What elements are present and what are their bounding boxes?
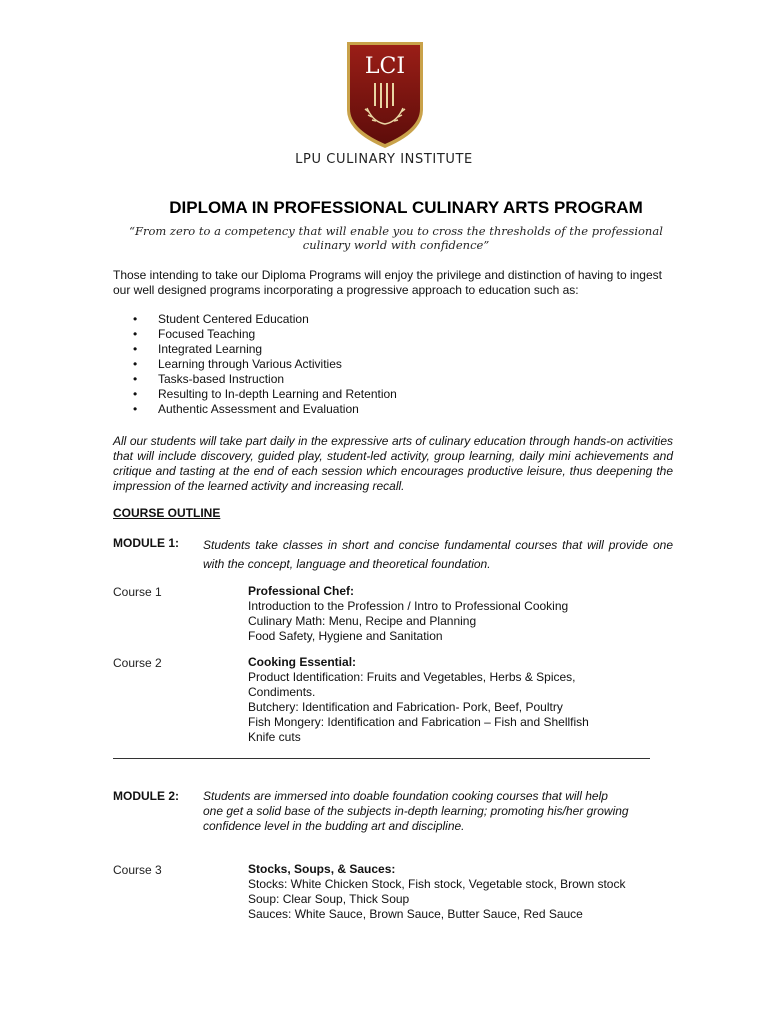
course-line: Stocks: White Chicken Stock, Fish stock, Vegetable stock, Brown stock <box>248 877 626 891</box>
course-1-block <box>248 584 668 644</box>
course-3-block <box>248 862 668 922</box>
list-item: • Integrated Learning <box>133 342 263 356</box>
shield-icon <box>345 40 425 150</box>
program-title: DIPLOMA IN PROFESSIONAL CULINARY ARTS PROGRAM <box>169 198 643 217</box>
course-line: Introduction to the Profession / Intro to Professional Cooking <box>248 599 569 613</box>
institute-name: LPU CULINARY INSTITUTE <box>295 152 473 167</box>
course-1-label: Course 1 <box>113 585 162 599</box>
module-2-label: MODULE 2: <box>113 789 179 803</box>
list-item: • Tasks-based Instruction <box>133 372 285 386</box>
course-line: Product Identification: Fruits and Vegetables, Herbs & Spices, Condiments. <box>248 670 576 699</box>
approach-list <box>113 312 397 417</box>
daily-activities-paragraph: All our students will take part daily in the expressive arts of culinary education through hands-on activities that will include discovery, guided play, student-led activity, group learning, daily mini achievements and critique and tasting at the end of each session which encourages productive leisure, thus deepening the impression of the learned activity and increasing recall. <box>113 434 673 493</box>
course-2-block <box>248 655 668 745</box>
bullet-icon: • <box>133 327 138 341</box>
bullet-icon: • <box>133 357 138 371</box>
course-line: Culinary Math: Menu, Recipe and Planning <box>248 614 477 628</box>
lci-shield-logo <box>345 40 425 150</box>
intro-paragraph: Those intending to take our Diploma Programs will enjoy the privilege and distinction of having to ingest our well designed programs incorporating a progressive approach to education such as: <box>113 268 662 297</box>
course-line: Sauces: White Sauce, Brown Sauce, Butter Sauce, Red Sauce <box>248 907 583 921</box>
list-item: • Focused Teaching <box>133 327 256 341</box>
logo-text: LCI <box>364 54 406 79</box>
course-1-title: Professional Chef: <box>248 584 355 598</box>
bullet-icon: • <box>133 312 138 326</box>
course-3-label: Course 3 <box>113 863 162 877</box>
course-outline-heading: COURSE OUTLINE <box>113 506 221 520</box>
section-divider <box>113 758 650 759</box>
program-tagline: “From zero to a competency that will enable you to cross the thresholds of the professional culinary world with confidence” <box>129 224 663 252</box>
list-item: • Resulting to In-depth Learning and Retention <box>133 387 397 401</box>
course-line: Butchery: Identification and Fabrication- Pork, Beef, Poultry <box>248 700 563 714</box>
bullet-icon: • <box>133 372 138 386</box>
course-line: Knife cuts <box>248 730 301 744</box>
bullet-icon: • <box>133 342 138 356</box>
course-line: Food Safety, Hygiene and Sanitation <box>248 629 443 643</box>
course-3-title: Stocks, Soups, & Sauces: <box>248 862 396 876</box>
course-line: Fish Mongery: Identification and Fabrication – Fish and Shellfish <box>248 715 589 729</box>
bullet-icon: • <box>133 387 138 401</box>
list-item: • Learning through Various Activities <box>133 357 342 371</box>
course-2-title: Cooking Essential: <box>248 655 357 669</box>
module-2-description: Students are immersed into doable foundation cooking courses that will help one get a solid base of the subjects in-depth learning; promoting his/her growing confidence level in the budding art and discipline. <box>203 789 629 833</box>
course-2-label: Course 2 <box>113 656 162 670</box>
module-1-label: MODULE 1: <box>113 536 179 550</box>
list-item: • Authentic Assessment and Evaluation <box>133 402 359 416</box>
course-line: Soup: Clear Soup, Thick Soup <box>248 892 410 906</box>
list-item: • Student Centered Education <box>133 312 309 326</box>
bullet-icon: • <box>133 402 138 416</box>
module-1-description: Students take classes in short and concise fundamental courses that will provide one with the concept, language and theoretical foundation. <box>203 538 673 571</box>
